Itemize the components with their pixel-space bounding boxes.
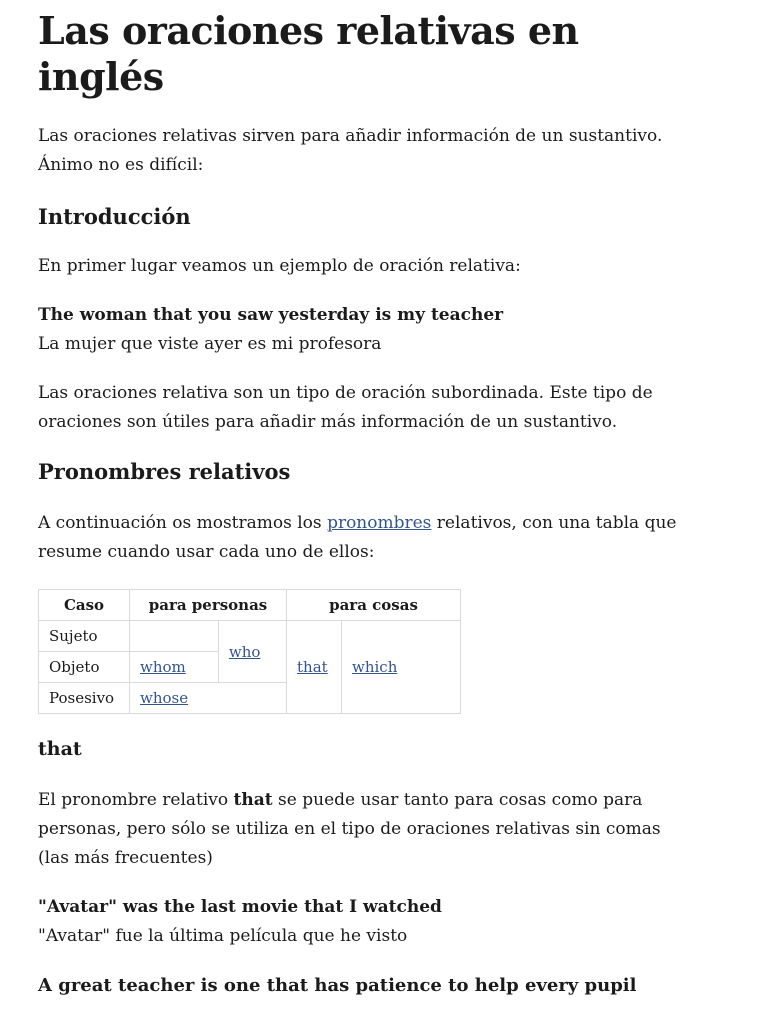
that-paragraph bbox=[38, 786, 730, 873]
row-label-posesivo: Posesivo bbox=[39, 683, 130, 714]
subordinate-paragraph bbox=[38, 379, 730, 437]
heading-introduccion: Introducción bbox=[38, 204, 191, 229]
heading-that: that bbox=[38, 738, 82, 760]
header-personas: para personas bbox=[130, 590, 287, 621]
example-block-1 bbox=[38, 301, 730, 359]
cell-whose bbox=[130, 683, 287, 714]
subord-line-1: Las oraciones relativa son un tipo de oración subordinada. Este tipo de bbox=[38, 383, 653, 403]
example-english: "Avatar" was the last movie that I watched bbox=[38, 897, 442, 917]
table-lead-paragraph bbox=[38, 509, 730, 567]
that-link[interactable]: that bbox=[297, 658, 328, 676]
subord-line-2: oraciones son útiles para añadir más información de un sustantivo. bbox=[38, 412, 618, 432]
cell-who bbox=[218, 621, 286, 683]
example-block-2 bbox=[38, 893, 730, 951]
table-lead-line-2: resume cuando usar cada uno de ellos: bbox=[38, 542, 375, 562]
intro-paragraph bbox=[38, 122, 730, 180]
title-line-2: inglés bbox=[38, 54, 164, 99]
which-link[interactable]: which bbox=[352, 658, 398, 676]
header-caso: Caso bbox=[39, 590, 130, 621]
table-lead-before: A continuación os mostramos los bbox=[38, 513, 328, 533]
relative-pronouns-table bbox=[38, 589, 461, 714]
table-header-row bbox=[39, 590, 461, 621]
example-english: A great teacher is one that has patience to help every pupil bbox=[38, 975, 637, 996]
example-english: The woman that you saw yesterday is my teacher bbox=[38, 305, 504, 325]
pronombres-link[interactable]: pronombres bbox=[327, 513, 432, 533]
header-cosas: para cosas bbox=[287, 590, 461, 621]
example-spanish: La mujer que viste ayer es mi profesora bbox=[38, 334, 382, 354]
table-row bbox=[39, 621, 461, 652]
heading-pronombres: Pronombres relativos bbox=[38, 459, 291, 484]
that-p-bold: that bbox=[233, 790, 273, 810]
who-link[interactable]: who bbox=[228, 642, 261, 661]
row-label-objeto: Objeto bbox=[39, 652, 130, 683]
title-line-1: Las oraciones relativas en bbox=[38, 8, 579, 53]
intro-line-2: Ánimo no es difícil: bbox=[38, 155, 204, 175]
table-lead-after: relativos, con una tabla que bbox=[431, 513, 677, 533]
example-block-3 bbox=[38, 971, 730, 1000]
page-title bbox=[38, 8, 730, 100]
that-p-line-3: (las más frecuentes) bbox=[38, 848, 213, 868]
whose-link[interactable]: whose bbox=[140, 689, 189, 707]
cell-that bbox=[287, 621, 342, 714]
intro-line-1: Las oraciones relativas sirven para añadir información de un sustantivo. bbox=[38, 126, 663, 146]
whom-link[interactable]: whom bbox=[140, 658, 186, 676]
cell-which bbox=[342, 621, 461, 714]
example-spanish: "Avatar" fue la última película que he visto bbox=[38, 926, 408, 946]
row-label-sujeto: Sujeto bbox=[39, 621, 130, 652]
article bbox=[0, 8, 768, 1000]
empty-cell bbox=[130, 621, 219, 652]
example-lead: En primer lugar veamos un ejemplo de oración relativa: bbox=[38, 256, 521, 276]
that-p-after: se puede usar tanto para cosas como para bbox=[272, 790, 643, 810]
that-p-line-2: personas, pero sólo se utiliza en el tipo de oraciones relativas sin comas bbox=[38, 819, 661, 839]
cell-whom bbox=[130, 652, 219, 683]
that-p-before: El pronombre relativo bbox=[38, 790, 234, 810]
